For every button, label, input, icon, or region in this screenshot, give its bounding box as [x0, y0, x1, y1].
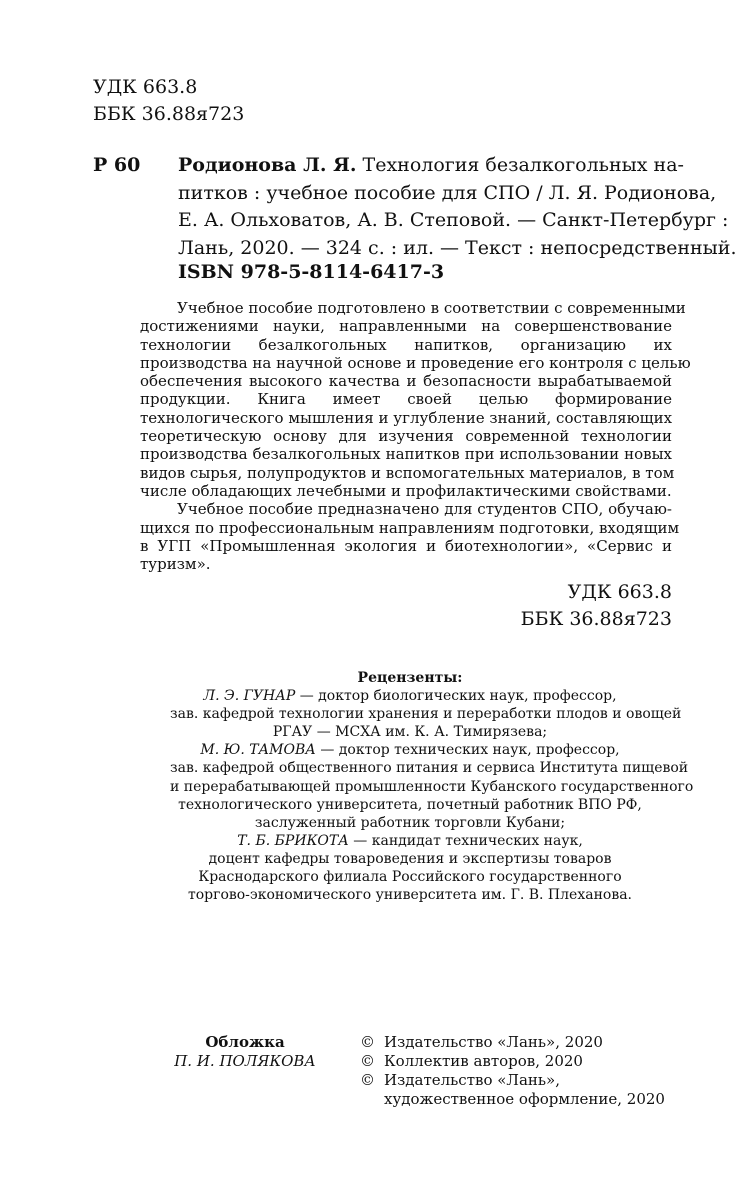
copyright-icon: © [360, 1052, 375, 1070]
biblio-line-2: питков : учебное пособие для СПО / Л. Я. Родионова, [178, 181, 717, 204]
bibliographic-record [178, 152, 737, 262]
bbk-code: ББК 36.88я723 [93, 103, 245, 125]
reviewer-info: зав. кафедрой технологии хранения и переработки плодов и овощей [170, 706, 682, 723]
annotation-line: производства на научной основе и проведение его контроля с целью [140, 353, 691, 372]
annotation-line: щихся по профессиональным направлениям подготовки, входящим [140, 518, 680, 537]
copyright-text: художественное оформление, 2020 [384, 1090, 665, 1108]
copyright-icon: © [360, 1033, 375, 1051]
annotation-line: числе обладающих лечебными и профилактическими свойствами. [140, 481, 672, 500]
annotation-line: достижениями науки, направленными на совершенствование [140, 317, 672, 336]
isbn: ISBN 978-5-8114-6417-3 [178, 261, 445, 283]
reviewer-name: М. Ю. ТАМОВА [200, 742, 316, 759]
annotation-line: в УГП «Промышленная экология и биотехнологии», «Сервис и [140, 536, 672, 555]
reviewer-2 [170, 741, 650, 759]
udk-code: УДК 663.8 [567, 581, 672, 603]
annotation-line: Учебное пособие предназначено для студентов СПО, обучаю- [177, 500, 672, 519]
annotation-paragraph-1 [140, 299, 691, 500]
copyright-icon: © [360, 1071, 375, 1089]
reviewer-name: Л. Э. ГУНАР [203, 688, 296, 705]
copyright-text: Коллектив авторов, 2020 [384, 1052, 583, 1070]
reviewer-info: заслуженный работник торговли Кубани; [254, 814, 566, 831]
udk-bbk-right [521, 579, 672, 633]
annotation-line: теоретическую основу для изучения современной технологии [140, 427, 672, 446]
udk-code: УДК 663.8 [93, 76, 198, 98]
reviewer-info: РГАУ — МСХА им. К. А. Тимирязева; [272, 724, 548, 741]
annotation-line: туризм». [140, 555, 211, 574]
reviewers-heading: Рецензенты: [357, 670, 463, 686]
cover-credit [140, 1033, 350, 1071]
reviewer-info: зав. кафедрой общественного питания и сервиса Института пищевой [170, 760, 689, 777]
annotation-line: технологии безалкогольных напитков, организацию их [140, 335, 672, 354]
reviewer-info: — доктор биологических наук, профессор, [295, 688, 617, 705]
reviewer-info: — кандидат технических наук, [348, 832, 583, 849]
reviewer-3 [170, 832, 650, 850]
copyright-line [360, 1071, 665, 1090]
cover-label: Обложка [205, 1033, 285, 1051]
annotation-line: продукции. Книга имеет своей целью формирование [140, 390, 672, 409]
cover-designer: П. И. ПОЛЯКОВА [174, 1052, 316, 1070]
reviewer-name: Т. Б. БРИКОТА [237, 832, 349, 849]
reviewer-info: торгово-экономического университета им. Г. В. Плеханова. [187, 887, 633, 904]
author-name: Родионова Л. Я. [178, 154, 357, 176]
copyright-line [360, 1033, 665, 1052]
reviewer-info: Краснодарского филиала Российского государственного [198, 869, 622, 886]
copyright-text: Издательство «Лань», 2020 [384, 1033, 603, 1051]
annotation [140, 299, 691, 574]
annotation-line: обеспечения высокого качества и безопасности вырабатываемой [140, 372, 672, 391]
reviewer-info: — доктор технических наук, профессор, [315, 742, 620, 759]
author-mark: Р 60 [93, 154, 141, 176]
annotation-line: производства безалкогольных напитков при использовании новых [140, 445, 672, 464]
annotation-line: видов сырья, полупродуктов и вспомогательных материалов, в том [140, 463, 675, 482]
bbk-code: ББК 36.88я723 [520, 608, 672, 630]
annotation-line: Учебное пособие подготовлено в соответствии с современными [177, 299, 686, 317]
annotation-line: технологического мышления и углубление знаний, составляющих [140, 408, 673, 427]
biblio-line-4: Лань, 2020. — 324 с. : ил. — Текст : непосредственный. [178, 236, 737, 259]
reviewer-info: технологического университета, почетный работник ВПО РФ, [178, 796, 642, 813]
copyright-block [360, 1033, 665, 1109]
reviewer-1 [170, 687, 650, 705]
udk-bbk-top [93, 74, 244, 128]
annotation-paragraph-2 [140, 500, 680, 574]
reviewers-block [170, 669, 694, 904]
biblio-line-1 [178, 152, 684, 180]
biblio-line-3: Е. А. Ольховатов, А. В. Степовой. — Санкт-Петербург : [178, 209, 729, 231]
reviewer-info: доцент кафедры товароведения и экспертизы товаров [208, 850, 612, 867]
title-start: Технология безалкогольных на- [362, 154, 684, 176]
copyright-text: Издательство «Лань», [384, 1071, 561, 1089]
reviewer-info: и перерабатывающей промышленности Кубанского государственного [170, 778, 694, 795]
copyright-line [360, 1052, 665, 1071]
